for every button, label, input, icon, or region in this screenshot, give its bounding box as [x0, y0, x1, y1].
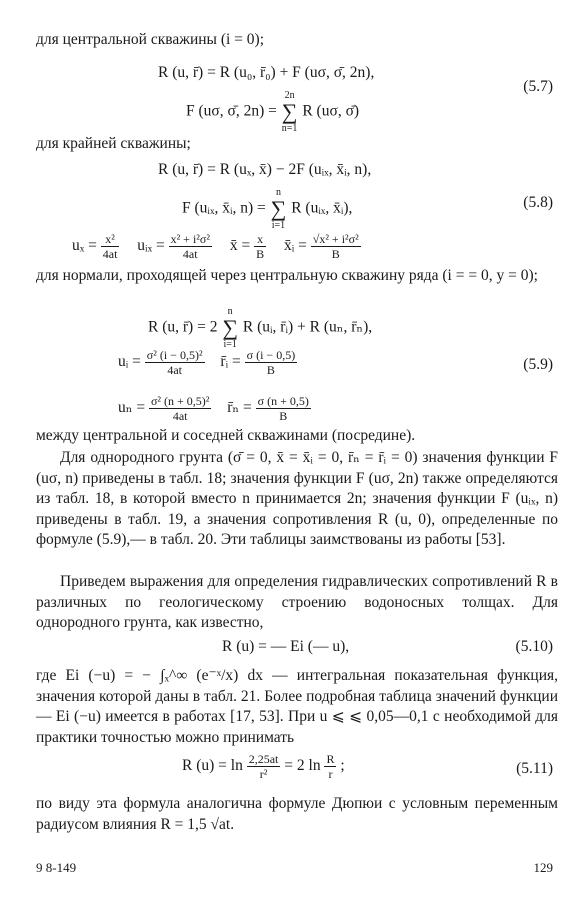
- fraction: $\frac{\text{√x² + i²σ²}}{B}$: [312, 232, 359, 261]
- sum-bottom: n=1: [281, 123, 298, 134]
- equation-5-7-b: [186, 90, 359, 134]
- line-edge-well: для крайней скважины;: [36, 135, 191, 152]
- xbar-label: x̄ =: [229, 237, 251, 255]
- fraction: $\frac{\text{σ² (n + 0,5)²}}{4at}$: [150, 394, 210, 423]
- fraction: $\frac{\sigma (n + 0,5)}{B}$: [257, 394, 309, 423]
- ri-label: r̄ᵢ =: [220, 353, 241, 371]
- xibar-label: x̄ᵢ =: [283, 237, 307, 255]
- paragraph-hydraulic-resistance: Приведем выражения для определения гидравлических сопротивлений R в различных по геологическому строению водоносных толщах. Для однородного грунта, как известно,: [36, 573, 558, 631]
- ux-label: uₓ =: [72, 237, 97, 255]
- eq-left: R (u, r̄) = 2: [148, 318, 218, 336]
- equation-number-5-7: (5.7): [523, 78, 553, 95]
- equation-number-5-8: (5.8): [523, 194, 553, 211]
- sum-bottom: i=1: [223, 339, 237, 350]
- line-between-wells: между центральной и соседней скважинами (посредине).: [36, 427, 416, 444]
- fraction: $\frac{R}{r}$: [326, 752, 335, 781]
- fraction: $\frac{\text{x²}}{4at}$: [102, 232, 118, 261]
- equation-5-11: R (u) = ln $\frac{2,25at}{\text{r²}}$ = 2 ln $\frac{R}{r}$ ;: [182, 752, 345, 781]
- eq-right: R (uᵢ, r̄ᵢ) + R (uₙ, r̄ₙ),: [242, 318, 373, 336]
- equation-5-8-b: [182, 187, 352, 231]
- equation-5-8-a: R (u, r̄) = R (uₓ, x̄) − 2F (uᵢₓ, x̄ᵢ, n),: [158, 161, 372, 178]
- sum-operator: [282, 90, 298, 134]
- eq-left: F (uσ, σ̄, 2n) =: [186, 102, 277, 120]
- rn-label: r̄ₙ =: [227, 399, 252, 417]
- equation-5-9-b: [118, 348, 297, 377]
- equation-5-7-a: R (u, r̄) = R (u₀, r̄₀) + F (uσ, σ̄, 2n),: [158, 64, 375, 81]
- uix-label: uᵢₓ =: [137, 237, 165, 255]
- eq-left: R (u) = ln: [182, 757, 243, 775]
- sigma-icon: ∑: [270, 196, 287, 221]
- signature-mark: 9 8-149: [36, 860, 77, 875]
- sigma-icon: ∑: [281, 99, 298, 124]
- equation-number-5-9: (5.9): [523, 356, 553, 373]
- line-normal: для нормали, проходящей через центральную скважину ряда (i = = 0, y = 0);: [36, 267, 538, 284]
- paragraph-exponential-integral: где Ei (−u) = − ∫ₓ^∞ (e⁻ˣ/x) dx — интегральная показательная функция, значения которой даны в табл. 21. Более подробная таблица значений функции — Ei (−u) имеется в работах [17, 53]. При u ⩽ ⩽ 0,05—0,1 с необходимой для практики точностью можно принимать: [36, 667, 558, 746]
- equation-5-9-a: [148, 306, 372, 350]
- equation-number-5-11: (5.11): [516, 760, 553, 777]
- un-label: uₙ =: [118, 399, 146, 417]
- eq-left: F (uᵢₓ, x̄ᵢ, n) =: [182, 199, 266, 217]
- page-number: 129: [533, 860, 553, 875]
- fraction: $\frac{\sigma (i - 0,5)}{B}$: [246, 348, 296, 377]
- ui-label: uᵢ =: [118, 353, 141, 371]
- equation-5-10: R (u) = — Ei (— u),: [222, 638, 350, 655]
- equation-number-5-10: (5.10): [515, 638, 553, 655]
- eq-mid: = 2 ln: [284, 757, 321, 775]
- sum-top: 2n: [284, 90, 295, 101]
- equation-5-9-c: [118, 394, 311, 423]
- sigma-icon: ∑: [222, 315, 239, 340]
- fraction: $\frac{x}{B}$: [256, 232, 265, 261]
- sum-bottom: i=1: [271, 220, 286, 231]
- eq-right: R (uσ, σ̄): [302, 102, 360, 120]
- sum-operator: [271, 187, 287, 231]
- sum-top: n: [227, 306, 233, 317]
- eq-right: R (uᵢₓ, x̄ᵢ),: [291, 199, 353, 217]
- fraction: $\frac{2,25at}{\text{r²}}$: [248, 752, 279, 781]
- sum-top: n: [275, 187, 281, 198]
- sum-operator: [222, 306, 238, 350]
- paragraph-dupuit: по виду эта формула аналогична формуле Дюпюи с условным переменным радиусом влияния R = 1,5 √at.: [36, 795, 558, 833]
- fraction: $\frac{\text{x² + i²σ²}}{4at}$: [170, 232, 210, 261]
- paragraph-homogeneous-soil: Для однородного грунта (σ̄ = 0, x̄ = x̄ᵢ = 0, r̄ₙ = r̄ᵢ = 0) значения функции F (uσ, n) приведены в табл. 18; значения функции F (uσ, 2n) также определяются из табл. 18, в которой вместо n принимается 2n; значения функции F (uᵢₓ, n) приведены в табл. 19, а значения сопротивления R (u, 0), определенные по формуле (5.9),— в табл. 20. Эти таблицы заимствованы из работы [53].: [36, 449, 558, 548]
- line-central-well: для центральной скважины (i = 0);: [36, 31, 265, 48]
- definitions-5-8: [72, 232, 361, 261]
- fraction: $\frac{\text{σ² (i − 0,5)²}}{4at}$: [146, 348, 203, 377]
